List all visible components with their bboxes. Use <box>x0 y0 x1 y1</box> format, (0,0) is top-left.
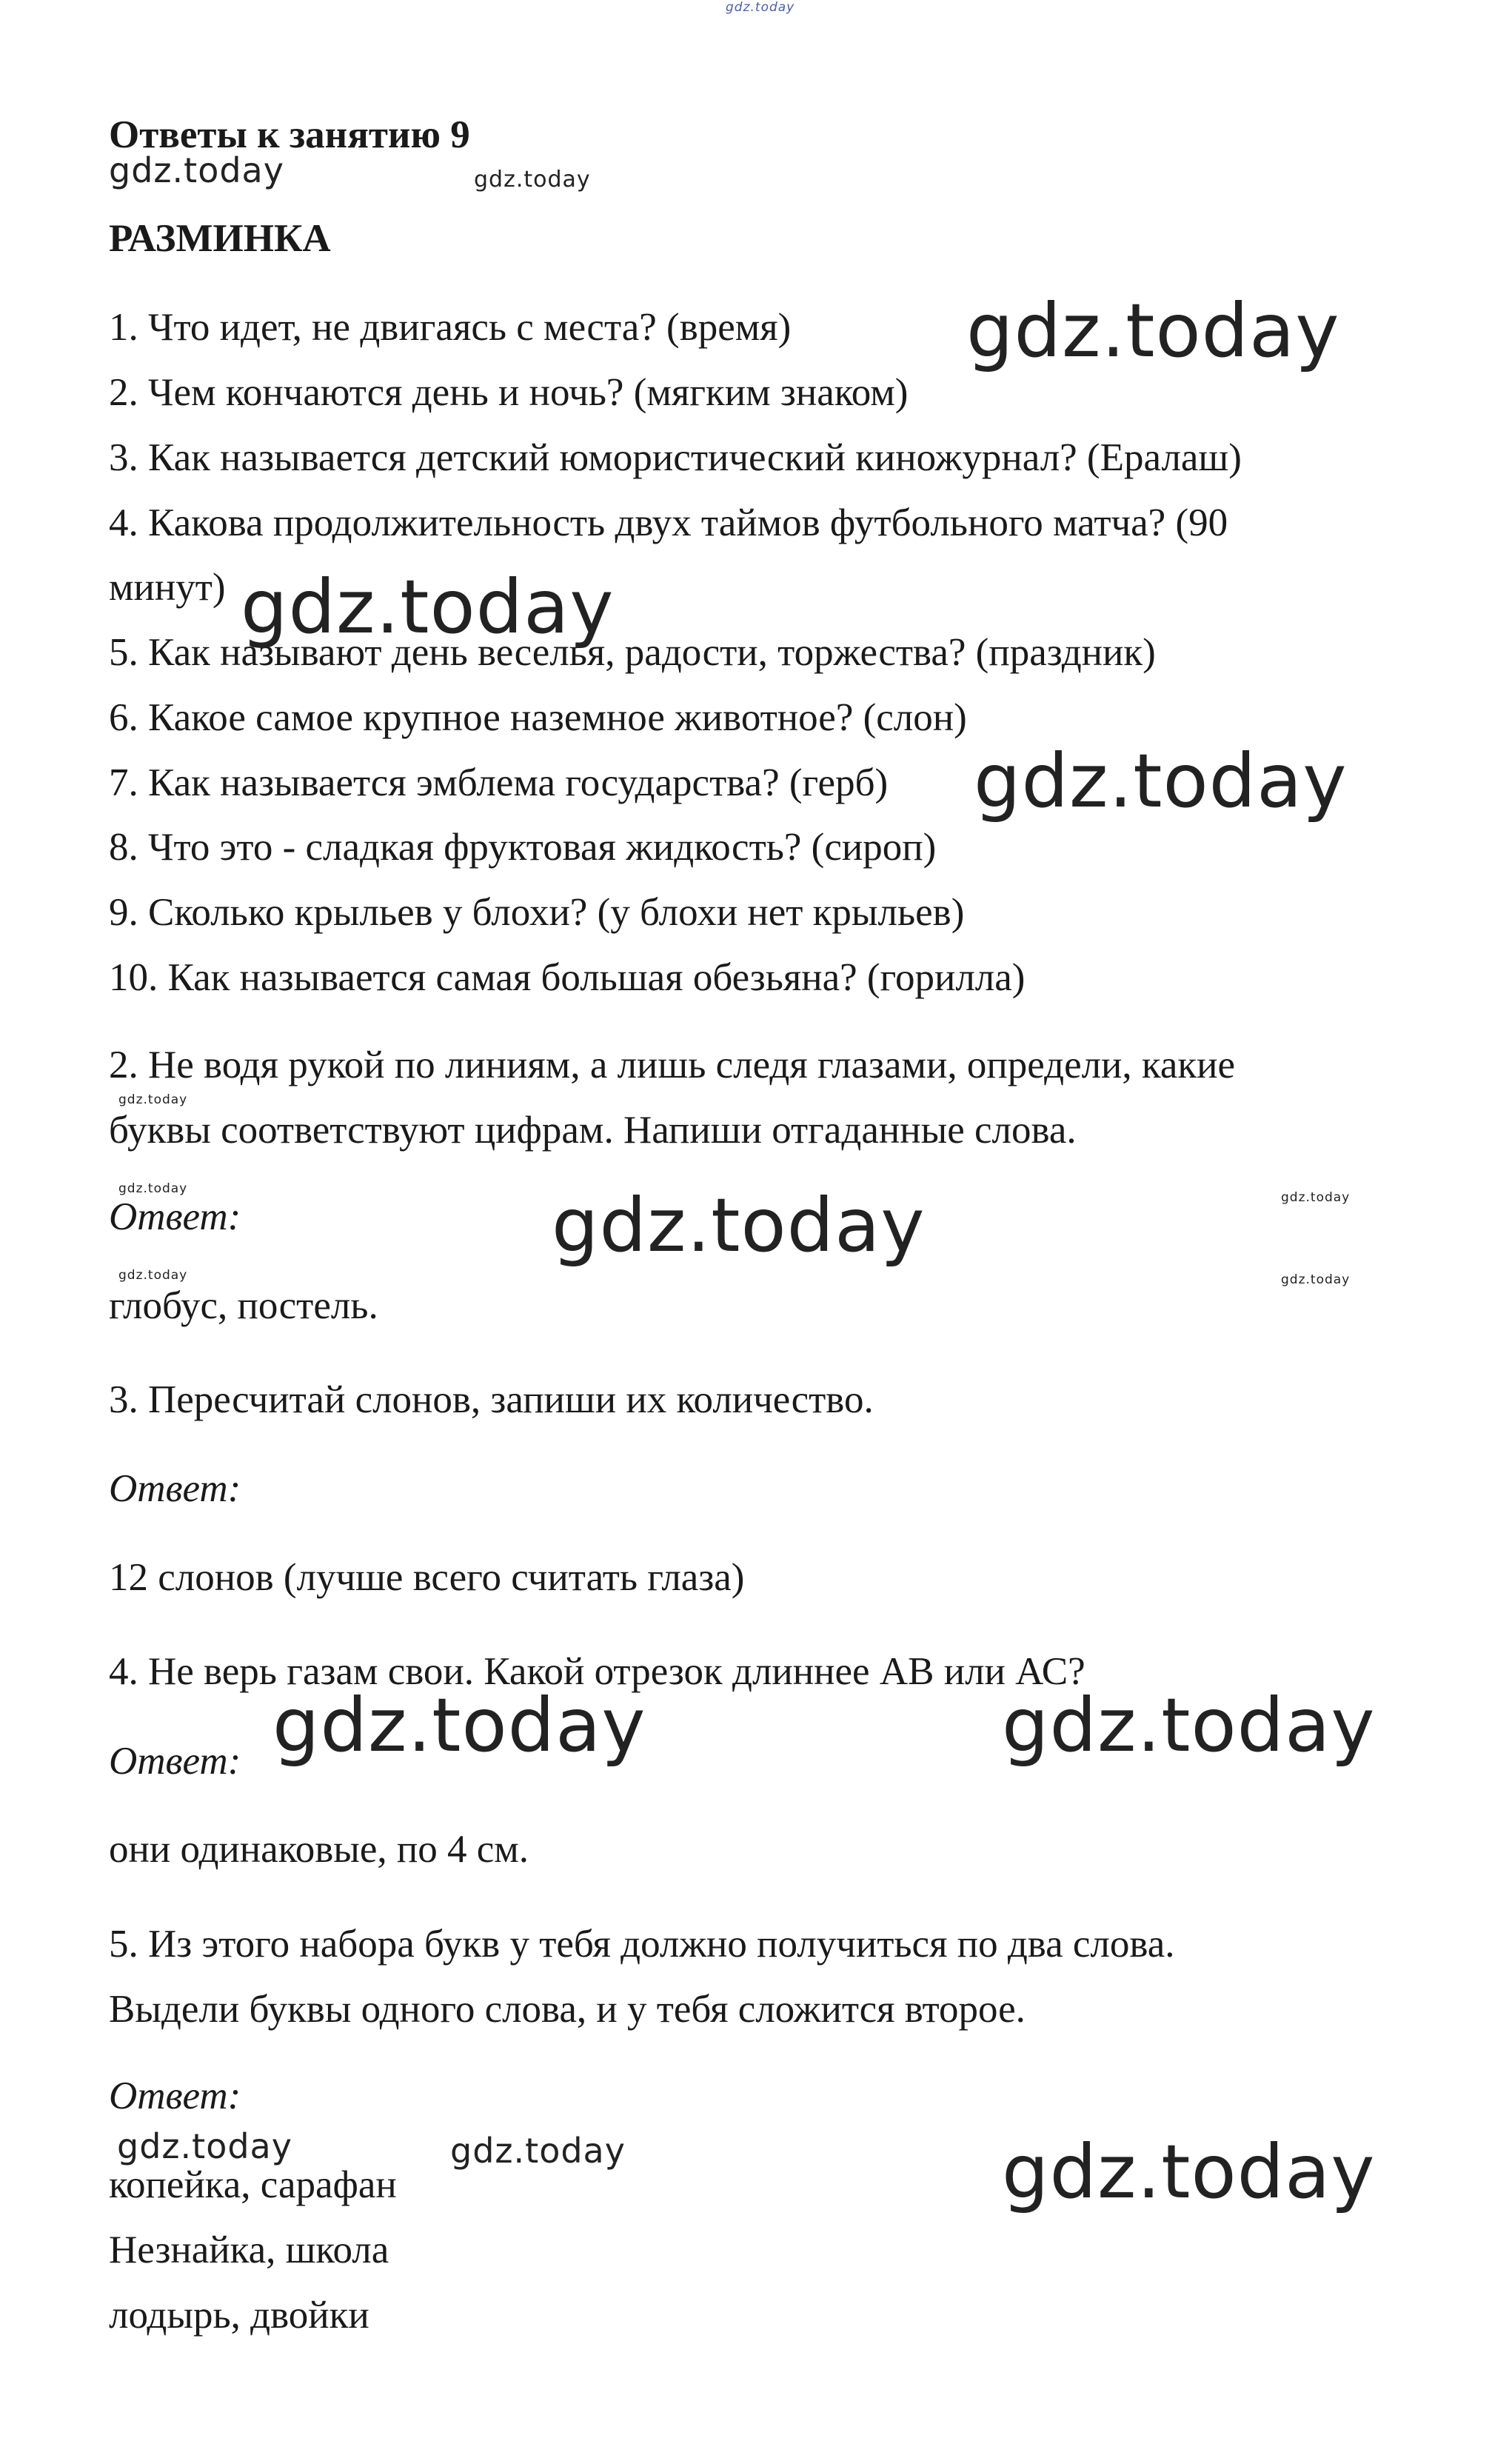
watermark: gdz.today <box>450 2131 626 2171</box>
task-3-answer: 12 слонов (лучше всего считать глаза) <box>109 1556 745 1599</box>
task-2-text: буквы соответствуют цифрам. Напиши отгаданные слова. <box>109 1109 1077 1152</box>
watermark: gdz.today <box>118 1181 188 1196</box>
task-5-text: 5. Из этого набора букв у тебя должно получиться по два слова. <box>109 1923 1175 1966</box>
watermark: gdz.today <box>118 1092 188 1107</box>
warmup-question: 6. Какое самое крупное наземное животное? (слон) <box>109 696 967 739</box>
answer-label: Ответ: <box>109 1195 241 1238</box>
task-2-answer: глобус, постель. <box>109 1284 378 1327</box>
warmup-question: 9. Сколько крыльев у блохи? (у блохи нет крыльев) <box>109 891 965 934</box>
warmup-question: 10. Как называется самая большая обезьяна? (горилла) <box>109 956 1026 999</box>
task-5-answer: лодырь, двойки <box>109 2294 369 2337</box>
watermark: gdz.today <box>1281 1190 1351 1205</box>
warmup-question: 8. Что это - сладкая фруктовая жидкость? (сироп) <box>109 826 937 869</box>
watermark: gdz.today <box>1002 1682 1376 1769</box>
warmup-question: 3. Как называется детский юмористический киножурнал? (Ералаш) <box>109 436 1242 479</box>
watermark: gdz.today <box>474 167 591 193</box>
watermark: gdz.today <box>118 1268 188 1283</box>
task-4-text: 4. Не верь газам свои. Какой отрезок длиннее АВ или АС? <box>109 1650 1086 1693</box>
watermark: gdz.today <box>552 1182 926 1269</box>
page-title: Ответы к занятию 9 <box>109 113 470 156</box>
watermark: gdz.today <box>966 287 1340 374</box>
watermark: gdz.today <box>974 738 1348 824</box>
task-5-answer: копейка, сарафан <box>109 2163 397 2206</box>
watermark: gdz.today <box>1281 1272 1351 1287</box>
warmup-question: 2. Чем кончаются день и ночь? (мягким знаком) <box>109 371 909 414</box>
warmup-question-continuation: минут) <box>109 566 226 609</box>
warmup-question: 5. Как называют день веселья, радости, торжества? (праздник) <box>109 631 1156 674</box>
watermark: gdz.today <box>109 150 284 190</box>
task-5-text: Выдели буквы одного слова, и у тебя сложится второе. <box>109 1988 1026 2031</box>
watermark: gdz.today <box>1002 2129 1376 2215</box>
task-3-text: 3. Пересчитай слонов, запиши их количество. <box>109 1378 874 1421</box>
task-2-text: 2. Не водя рукой по линиям, а лишь следя глазами, определи, какие <box>109 1044 1236 1086</box>
warmup-question: 7. Как называется эмблема государства? (герб) <box>109 761 889 804</box>
warmup-question: 1. Что идет, не двигаясь с места? (время) <box>109 306 792 349</box>
warmup-question: 4. Какова продолжительность двух таймов футбольного матча? (90 <box>109 501 1228 544</box>
answer-label: Ответ: <box>109 1740 241 1783</box>
answer-label: Ответ: <box>109 2074 241 2117</box>
watermark: gdz.today <box>241 564 615 650</box>
task-5-answer: Незнайка, школа <box>109 2228 389 2271</box>
watermark: gdz.today <box>272 1682 646 1769</box>
watermark: gdz.today <box>117 2126 292 2166</box>
answer-label: Ответ: <box>109 1467 241 1510</box>
section-heading-warmup: РАЗМИНКА <box>109 217 331 260</box>
task-4-answer: они одинаковые, по 4 см. <box>109 1828 529 1871</box>
watermark: gdz.today <box>726 0 795 15</box>
